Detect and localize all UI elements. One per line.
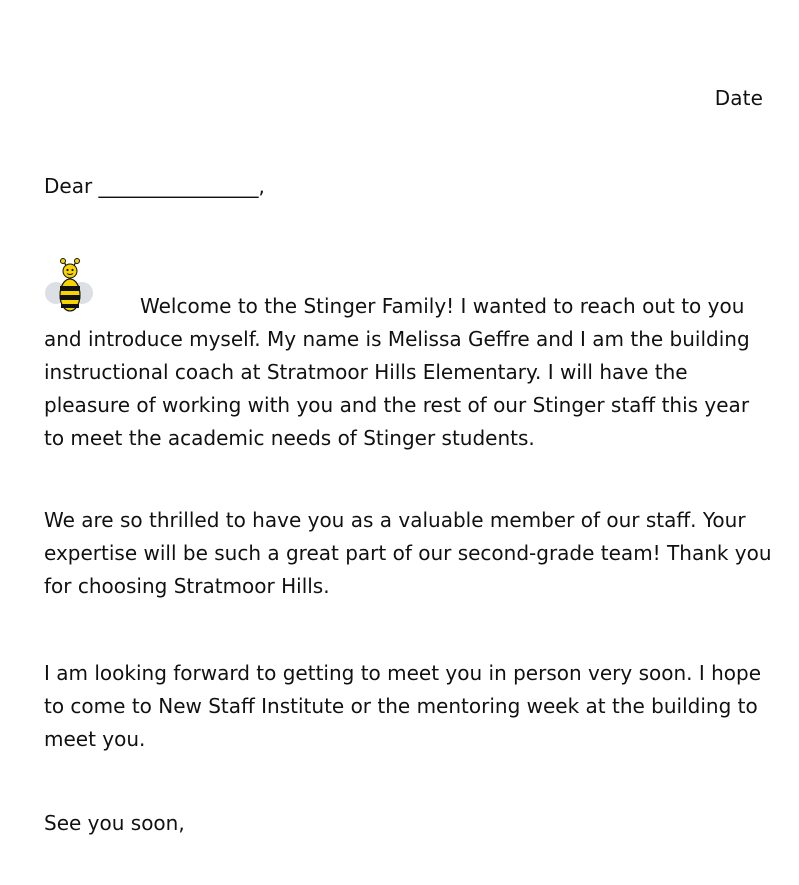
thrilled-paragraph: We are so thrilled to have you as a valuable member of our staff. Your expertise will be such a great part of our second-grade team! Thank you for choosing Stratmoor Hills. bbox=[44, 508, 772, 598]
date-line: Date bbox=[714, 86, 763, 110]
salutation: Dear ________________, bbox=[44, 174, 265, 198]
looking-forward-paragraph: I am looking forward to getting to meet you in person very soon. I hope to come to New Staff Institute or the mentoring week at the building to meet you. bbox=[44, 661, 762, 751]
closing-line: See you soon, bbox=[44, 811, 185, 835]
welcome-paragraph: Welcome to the Stinger Family! I wanted to reach out to you and introduce myself. My name is Melissa Geffre and I am the building instructional coach at Stratmoor Hills Elementary. I will have the pleasure of working with you and the rest of our Stinger staff this year to meet the academic needs of Stinger students. bbox=[44, 294, 750, 450]
